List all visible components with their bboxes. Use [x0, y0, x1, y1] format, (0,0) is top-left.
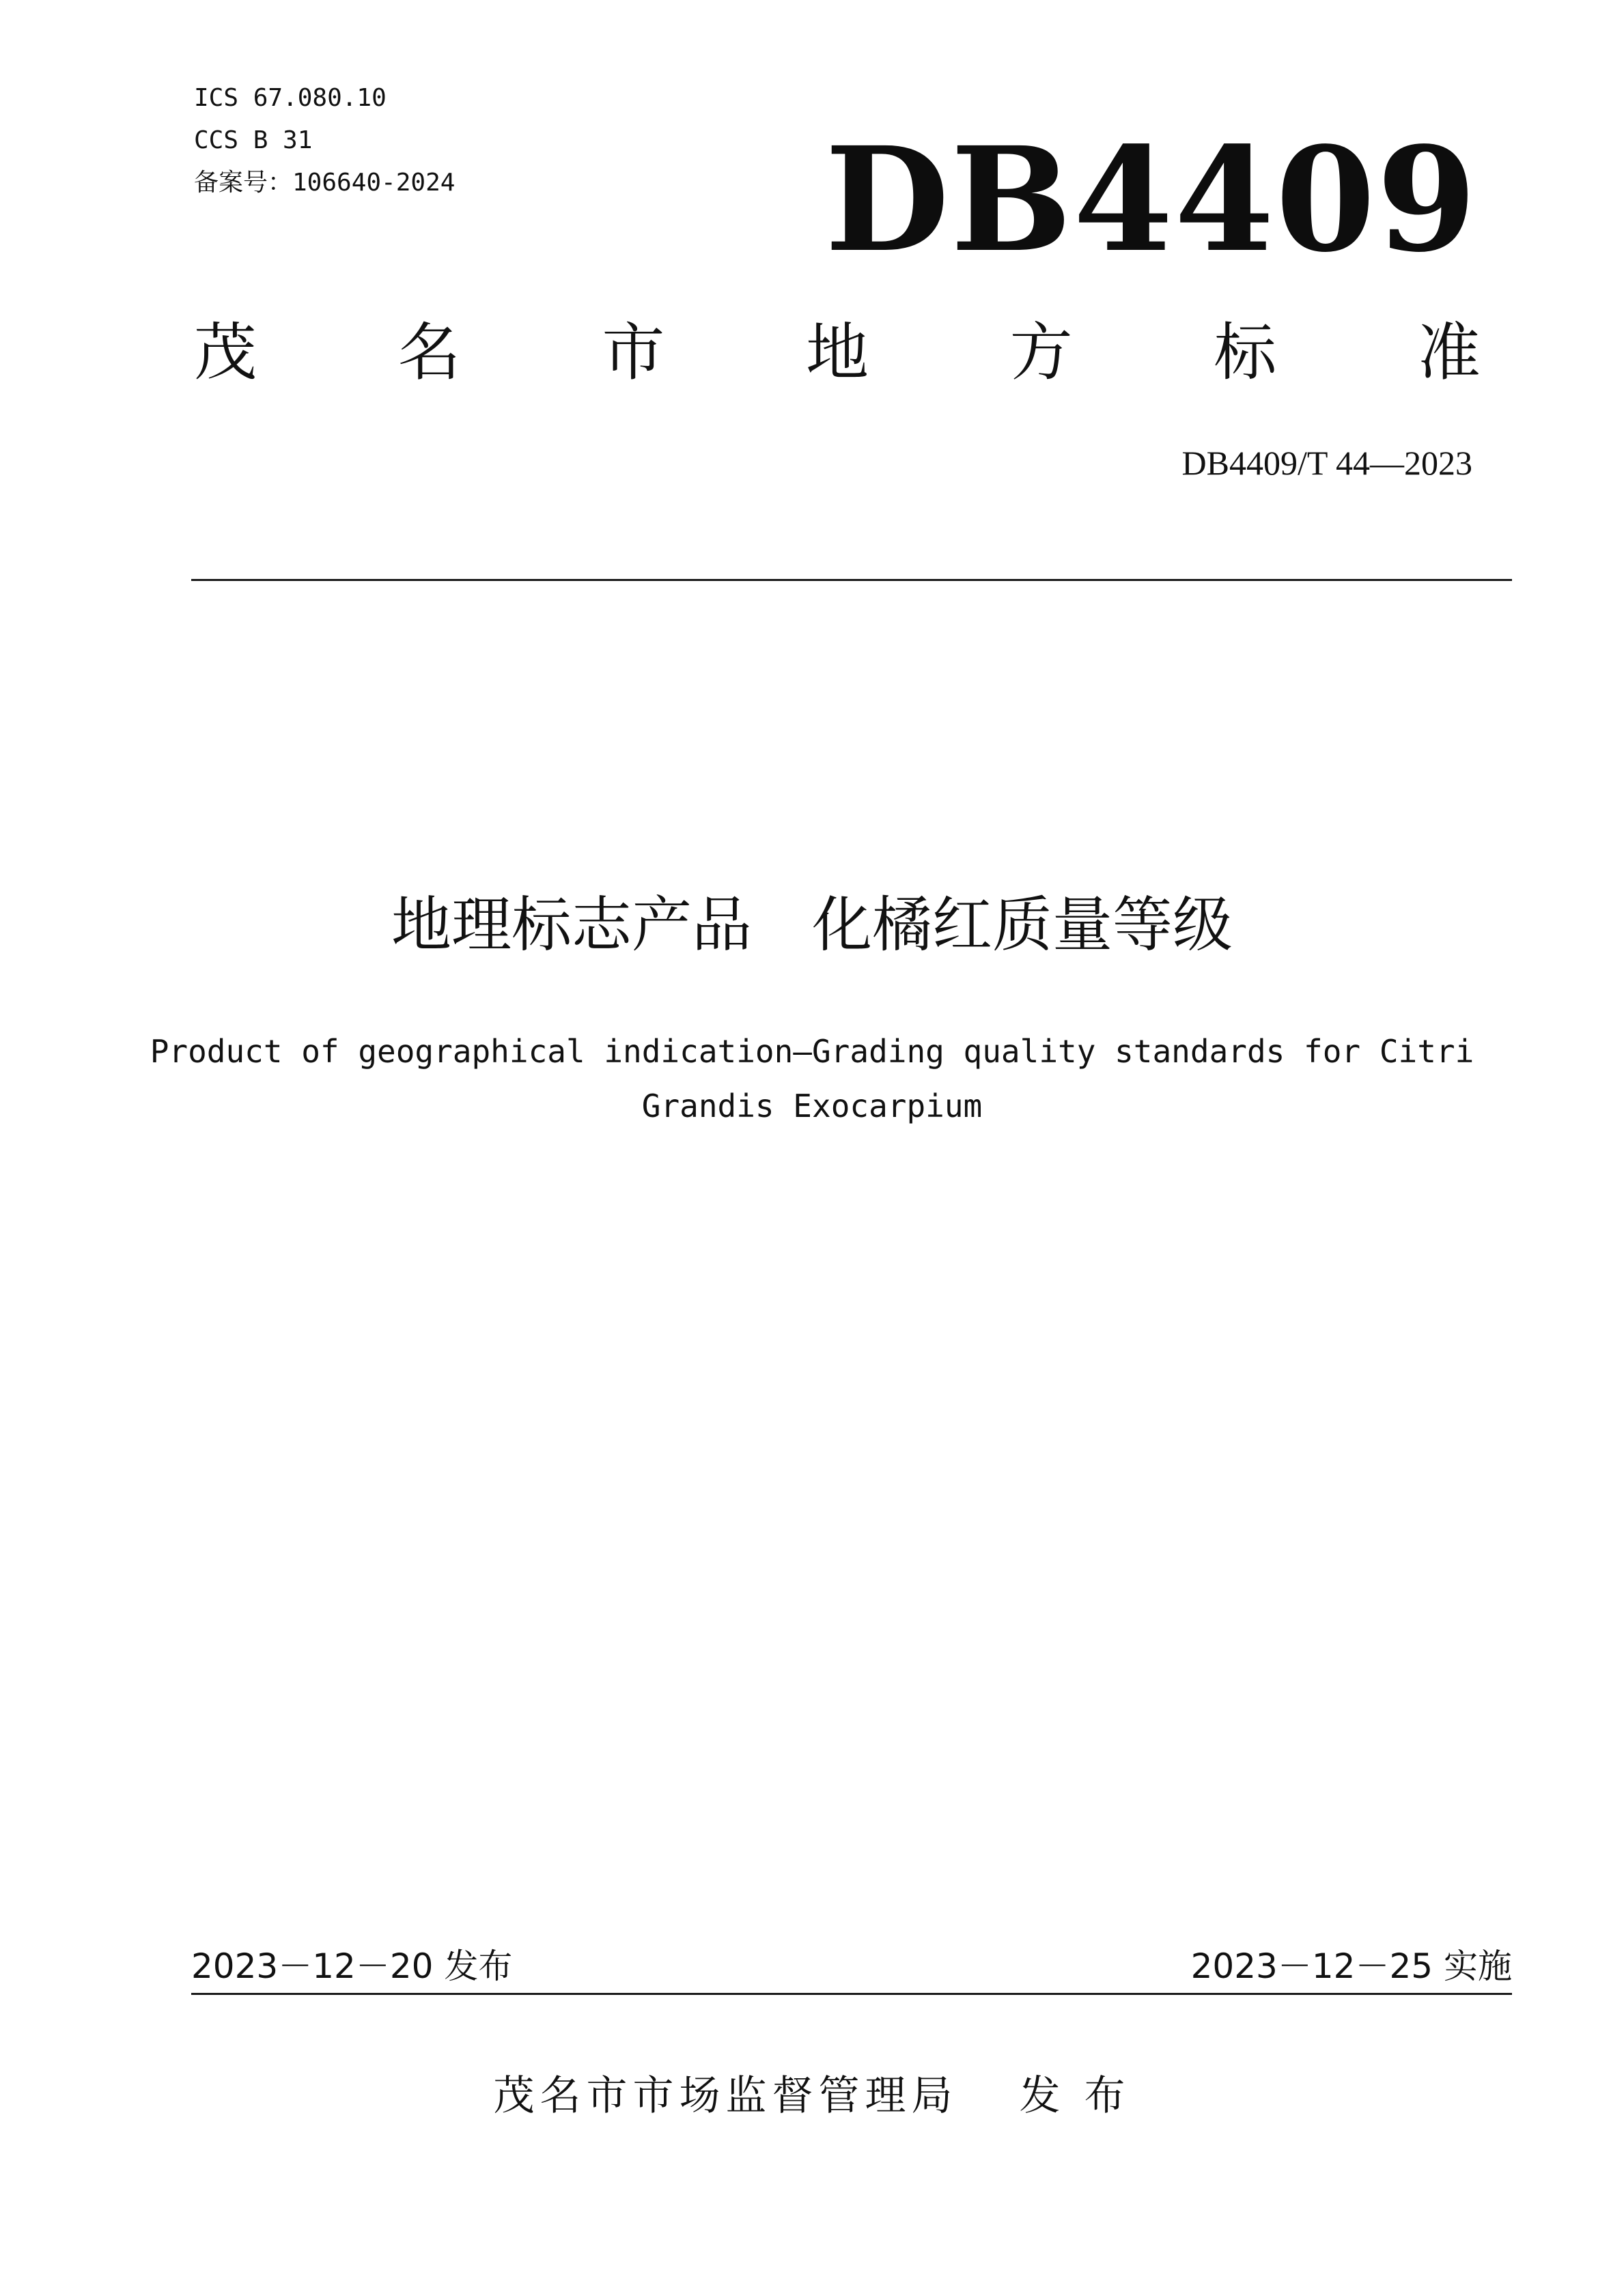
- document-title-chinese: 地理标志产品 化橘红质量等级: [391, 890, 1233, 960]
- standard-type-char: 茂: [194, 316, 257, 389]
- issuer-action: 发 布: [1019, 2072, 1131, 2120]
- standard-type-char: 市: [602, 316, 665, 389]
- standard-type-char: 准: [1417, 316, 1481, 389]
- ics-code: ICS 67.080.10: [194, 84, 387, 112]
- standard-type-char: 名: [397, 316, 461, 389]
- publish-date: 2023－12－20 发布: [191, 1946, 513, 1986]
- document-title-english: Product of geographical indication—Grading quality standards for Citri Grandis Exocarpium: [150, 1033, 1474, 1124]
- issuer-name: 茂名市市场监督管理局: [493, 2072, 958, 2120]
- standard-type-char: 标: [1214, 316, 1277, 389]
- ccs-code: CCS B 31: [194, 126, 313, 154]
- implement-date: 2023－12－25 实施: [1190, 1946, 1512, 1986]
- standard-type-char: 方: [1009, 316, 1073, 389]
- standard-type-char: 地: [805, 316, 869, 389]
- standard-code-large: DB4409: [824, 115, 1478, 284]
- standard-number: DB4409/T 44—2023: [1181, 444, 1472, 482]
- footer-divider: [191, 1993, 1512, 1995]
- record-number: 备案号：106640-2024: [194, 169, 456, 197]
- standard-type-heading: [194, 315, 1481, 391]
- issuer-line: [0, 2069, 1624, 2123]
- header-divider: [191, 579, 1512, 581]
